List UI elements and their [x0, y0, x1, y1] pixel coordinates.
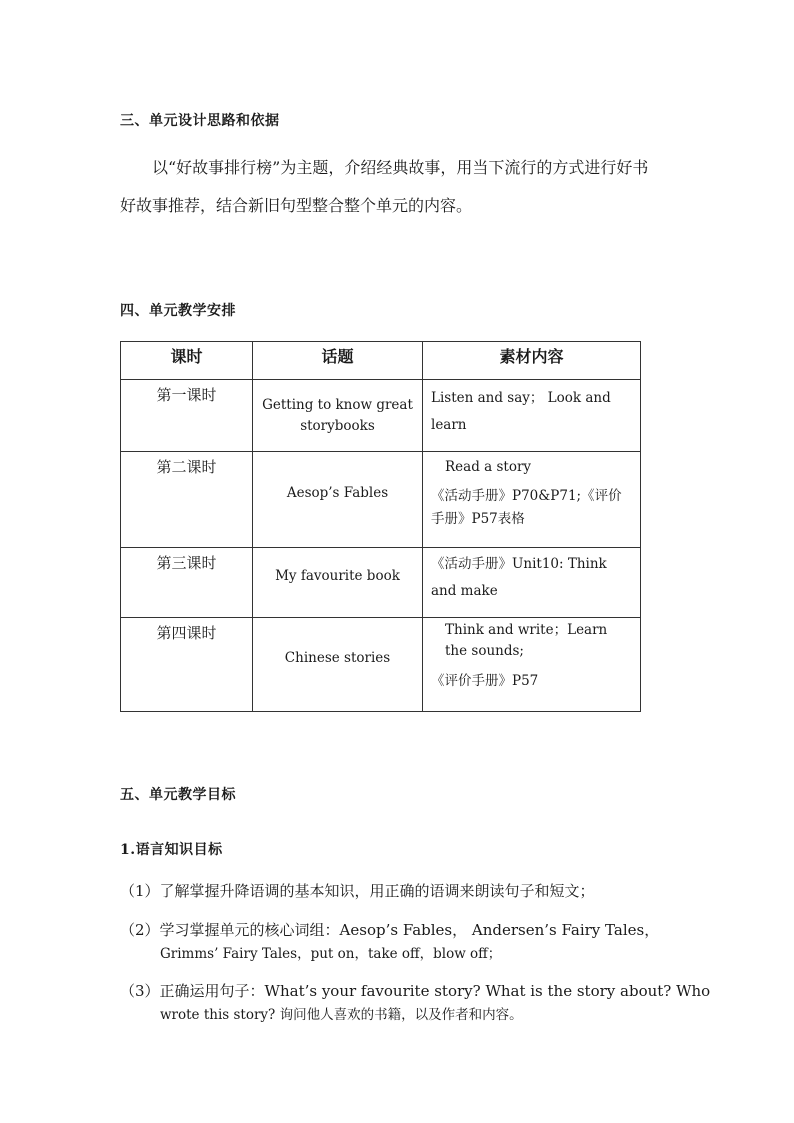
lesson-cell: 第四课时 [156, 624, 217, 642]
lesson-cell: 第二课时 [156, 458, 217, 476]
table-row [121, 618, 641, 712]
section-4-heading: 四、单元教学安排 [120, 303, 236, 319]
topic-cell: Chinese stories [284, 649, 391, 666]
table-row [121, 380, 641, 452]
section-3-paragraph-line-1: 以“好故事排行榜”为主题，介绍经典故事，用当下流行的方式进行好书 [152, 158, 649, 177]
language-knowledge-subheading: 1.语言知识目标 [120, 842, 223, 858]
materials-cell: Think and write；Learn the sounds; [445, 622, 608, 659]
table-row [121, 452, 641, 548]
header-topic: 话题 [253, 342, 423, 380]
objective-item-3-line-1: （3）正确运用句子：What’s your favourite story? What is the story about? Who [120, 982, 711, 1000]
objective-item-2-line-1: （2）学习掌握单元的核心词组：Aesop’s Fables， Andersen’s Fairy Tales， [120, 921, 660, 939]
materials-cell: 《评价手册》P57 [431, 673, 539, 689]
topic-cell: Aesop’s Fables [286, 485, 389, 501]
table-row [121, 548, 641, 618]
materials-cell: 《活动手册》Unit10: Think and make [431, 556, 607, 599]
table-header-row [121, 342, 641, 380]
objective-item-3-line-2: wrote this story? 询问他人喜欢的书籍，以及作者和内容。 [160, 1007, 523, 1023]
section-5-heading: 五、单元教学目标 [120, 787, 236, 803]
objective-item-2-line-2: Grimms’ Fairy Tales，put on，take off，blow off； [160, 946, 502, 962]
materials-cell: Read a story [445, 459, 532, 475]
materials-cell: Listen and say； Look and learn [431, 390, 611, 433]
materials-cell: 《活动手册》P70&P71;《评价手册》P57表格 [431, 488, 622, 527]
lesson-cell: 第一课时 [156, 386, 217, 404]
lesson-cell: 第三课时 [156, 554, 217, 572]
header-lesson: 课时 [121, 342, 253, 380]
header-materials: 素材内容 [423, 342, 641, 380]
section-3-heading: 三、单元设计思路和依据 [120, 113, 280, 129]
objective-item-1: （1）了解掌握升降语调的基本知识，用正确的语调来朗读句子和短文； [120, 882, 595, 900]
section-3-paragraph-line-2: 好故事推荐，结合新旧句型整合整个单元的内容。 [120, 196, 473, 215]
topic-cell: Getting to know great storybooks [262, 396, 413, 434]
lesson-plan-table [120, 341, 641, 712]
topic-cell: My favourite book [275, 567, 400, 584]
